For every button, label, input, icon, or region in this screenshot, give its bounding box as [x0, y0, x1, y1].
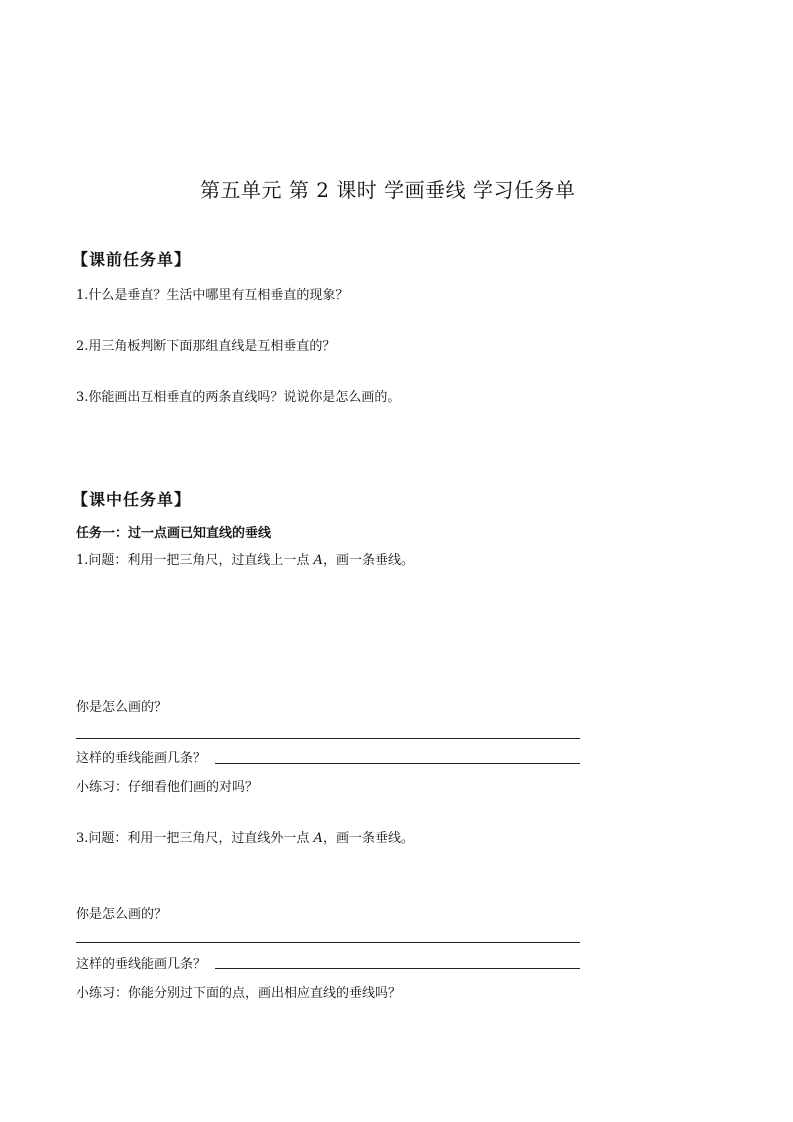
how-drawn-prompt-1: 你是怎么画的？	[76, 700, 168, 715]
question-1-prefix: 1.问题：利用一把三角尺，过直线上一点	[76, 553, 314, 568]
pre-task-heading: 【课前任务单】	[72, 250, 192, 269]
pre-task-question-2: 2.用三角板判断下面那组直线是互相垂直的？	[76, 339, 336, 354]
task-1-question-1	[76, 549, 414, 568]
pre-task-question-3: 3.你能画出互相垂直的两条直线吗？说说你是怎么画的。	[76, 390, 401, 405]
answer-line-1[interactable]	[76, 738, 580, 739]
practice-prompt-2: 小练习：你能分别过下面的点，画出相应直线的垂线吗？	[76, 986, 402, 1001]
task-1-question-3	[76, 827, 414, 846]
pre-task-question-1: 1.什么是垂直？生活中哪里有互相垂直的现象？	[76, 288, 349, 303]
question-1-suffix: ，画一条垂线。	[322, 553, 414, 568]
point-a-label: A	[313, 553, 323, 568]
answer-line-3[interactable]	[76, 942, 580, 943]
point-a-label: A	[313, 831, 323, 846]
page-title: 第五单元 第 2 课时 学画垂线 学习任务单	[200, 178, 576, 202]
line-count-prompt-2: 这样的垂线能画几条？	[76, 957, 207, 972]
practice-prompt-1: 小练习：仔细看他们画的对吗？	[76, 780, 259, 795]
task-1-title: 任务一：过一点画已知直线的垂线	[76, 526, 272, 541]
answer-line-2[interactable]	[215, 763, 580, 764]
question-3-suffix: ，画一条垂线。	[322, 831, 414, 846]
in-class-heading: 【课中任务单】	[72, 490, 192, 509]
how-drawn-prompt-2: 你是怎么画的？	[76, 907, 168, 922]
question-3-prefix: 3.问题：利用一把三角尺，过直线外一点	[76, 831, 314, 846]
line-count-prompt-1: 这样的垂线能画几条？	[76, 751, 207, 766]
answer-line-4[interactable]	[215, 968, 580, 969]
